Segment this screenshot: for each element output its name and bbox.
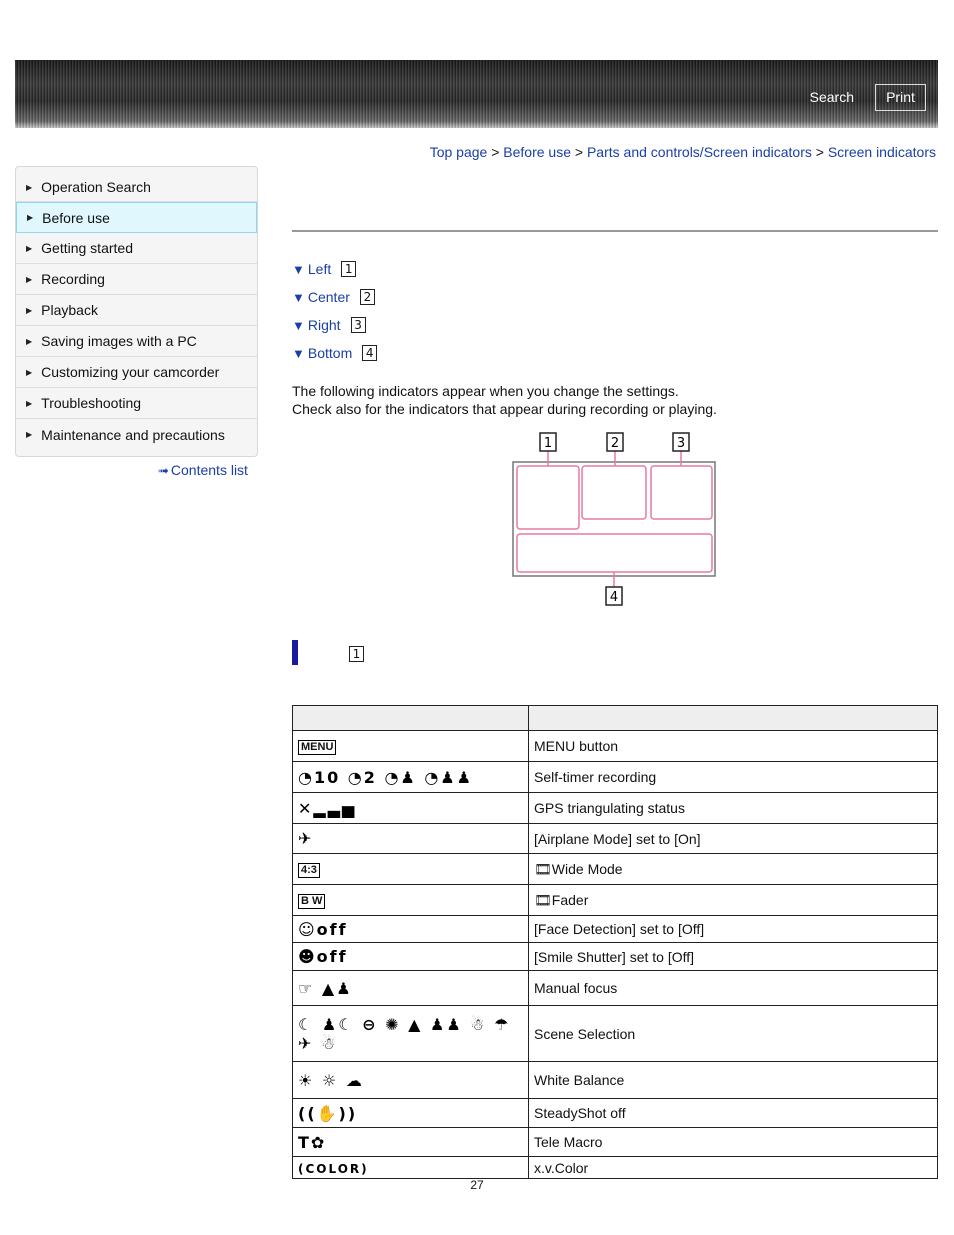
table-row: [293, 916, 938, 943]
section-heading-bar: [292, 640, 298, 665]
indicator-icon-cell: [293, 885, 529, 916]
triangle-down-icon: ▼: [292, 261, 305, 277]
indicator-meaning: [Smile Shutter] set to [Off]: [529, 943, 938, 971]
sidebar-item-label: Recording: [41, 271, 105, 287]
intro-text: [292, 382, 717, 418]
table-row: [293, 1157, 938, 1179]
manual-focus-icon: ☞ ▲♟: [298, 978, 353, 998]
number-box-1: 1: [341, 261, 356, 277]
table-row: [293, 854, 938, 885]
table-row: [293, 885, 938, 916]
indicator-icon-cell: [293, 1157, 529, 1179]
sidebar-item-before-use[interactable]: [16, 202, 257, 233]
sidebar-item-playback[interactable]: [16, 295, 257, 326]
breadcrumb-parts-controls[interactable]: Parts and controls/Screen indicators: [586, 144, 812, 160]
film-icon: 🎞: [534, 891, 552, 908]
table-row: [293, 943, 938, 971]
toc-link-bottom[interactable]: Bottom: [307, 345, 353, 361]
toc-link-center[interactable]: Center: [307, 289, 350, 305]
sidebar-item-label: Troubleshooting: [41, 395, 142, 411]
breadcrumb-separator: >: [815, 144, 824, 160]
indicator-meaning: x.v.Color: [529, 1157, 938, 1179]
sidebar-item-label: Getting started: [41, 240, 133, 256]
sidebar-item-operation-search[interactable]: [16, 167, 257, 202]
indicator-meaning: [Face Detection] set to [Off]: [529, 916, 938, 943]
diagram-label-2: 2: [610, 436, 620, 451]
diagram-label-1: 1: [543, 436, 553, 451]
triangle-right-icon: ▶: [26, 243, 33, 253]
indicator-meaning: Scene Selection: [529, 1006, 938, 1062]
sidebar-item-label: Before use: [42, 209, 110, 226]
triangle-right-icon: ▶: [26, 305, 33, 315]
triangle-right-icon: ▶: [26, 367, 33, 377]
contents-list-link[interactable]: [158, 462, 248, 479]
sidebar-item-label: Customizing your camcorder: [41, 364, 220, 380]
table-row: [293, 793, 938, 824]
table-row: [293, 1099, 938, 1128]
diagram-label-3: 3: [676, 436, 686, 451]
sidebar-item-label: Playback: [41, 302, 98, 318]
xv-color-icon: (COLOR): [298, 1161, 369, 1176]
indicator-icon-cell: [293, 762, 529, 793]
indicator-icon-cell: [293, 916, 529, 943]
triangle-down-icon: ▼: [292, 345, 305, 361]
toc-link-left[interactable]: Left: [307, 261, 332, 277]
breadcrumb-screen-indicators[interactable]: Screen indicators: [827, 144, 936, 160]
breadcrumb-before-use[interactable]: Before use: [503, 144, 571, 160]
indicator-icon-cell: [293, 943, 529, 971]
indicator-icon-cell: [293, 731, 529, 762]
table-header-row: [293, 706, 938, 731]
triangle-right-icon: ▶: [26, 398, 33, 408]
indicator-meaning-cell: [529, 885, 938, 916]
breadcrumb-separator: >: [574, 144, 584, 160]
intro-line: The following indicators appear when you change the settings.: [292, 383, 679, 399]
number-box-2: 2: [360, 289, 375, 305]
indicator-meaning: MENU button: [529, 731, 938, 762]
sidebar-item-troubleshooting[interactable]: [16, 388, 257, 419]
title-divider: [292, 230, 938, 232]
indicator-meaning: Fader: [551, 891, 589, 908]
sidebar-item-label: Maintenance and precautions: [41, 426, 225, 443]
sidebar-item-maintenance[interactable]: [16, 419, 257, 450]
sidebar-item-recording[interactable]: [16, 264, 257, 295]
toc-item-right: [292, 311, 377, 339]
page-number: 27: [470, 1178, 484, 1192]
triangle-right-icon: ▶: [26, 430, 33, 439]
table-row: [293, 1062, 938, 1099]
triangle-down-icon: ▼: [292, 317, 305, 333]
fader-icon: B W: [298, 894, 325, 909]
indicator-table: [292, 705, 938, 1179]
indicator-meaning: SteadyShot off: [529, 1099, 938, 1128]
triangle-right-icon: ▶: [26, 182, 33, 192]
search-link[interactable]: Search: [809, 89, 854, 105]
indicator-meaning: [Airplane Mode] set to [On]: [529, 824, 938, 854]
table-row: [293, 1006, 938, 1062]
toc-item-left: [292, 255, 377, 283]
sidebar-nav: [15, 166, 258, 457]
steadyshot-off-icon: ((✋)): [298, 1103, 358, 1123]
header-bar: [15, 60, 938, 128]
indicator-icon-cell: [293, 793, 529, 824]
table-header-cell: [529, 706, 938, 731]
indicator-meaning: Self-timer recording: [529, 762, 938, 793]
triangle-right-icon: ▶: [26, 274, 33, 284]
sidebar-item-label: Saving images with a PC: [41, 333, 197, 349]
scene-selection-icon: ☾ ♟☾ ⊖ ✺ ▲ ♟♟ ☃ ☂ ✈ ☃: [298, 1014, 511, 1053]
section-links: [292, 255, 377, 367]
indicator-meaning: White Balance: [529, 1062, 938, 1099]
table-row: [293, 1128, 938, 1157]
white-balance-icon: ☀ ☼ ☁: [298, 1070, 364, 1090]
wide-mode-icon: 4:3: [298, 863, 320, 878]
triangle-down-icon: ▼: [292, 289, 305, 305]
toc-item-bottom: [292, 339, 377, 367]
table-row: [293, 971, 938, 1006]
toc-item-center: [292, 283, 377, 311]
table-row: [293, 731, 938, 762]
print-button[interactable]: Print: [875, 84, 926, 111]
table-header-cell: [293, 706, 529, 731]
table-row: [293, 824, 938, 854]
indicator-icon-cell: [293, 1062, 529, 1099]
breadcrumb-top-page[interactable]: Top page: [429, 144, 488, 160]
indicator-meaning: Wide Mode: [551, 860, 623, 877]
arrow-right-icon: ➟: [158, 463, 169, 478]
face-detection-off-icon: ☺off: [298, 919, 348, 939]
film-icon: 🎞: [534, 860, 552, 877]
menu-icon: MENU: [298, 740, 336, 755]
indicator-icon-cell: [293, 971, 529, 1006]
diagram-label-4: 4: [609, 590, 619, 605]
triangle-right-icon: ▶: [27, 213, 34, 222]
sidebar-item-customizing[interactable]: [16, 357, 257, 388]
toc-link-right[interactable]: Right: [307, 317, 341, 333]
table-row: [293, 762, 938, 793]
indicator-meaning: Tele Macro: [529, 1128, 938, 1157]
smile-shutter-off-icon: ☻off: [298, 947, 348, 966]
indicator-meaning: Manual focus: [529, 971, 938, 1006]
indicator-icon-cell: [293, 1099, 529, 1128]
indicator-meaning-cell: [529, 854, 938, 885]
airplane-icon: ✈: [298, 829, 314, 848]
number-box-4: 4: [362, 345, 377, 361]
section-number-box: 1: [349, 646, 364, 662]
intro-line: Check also for the indicators that appear during recording or playing.: [292, 401, 717, 417]
tele-macro-icon: T✿: [298, 1132, 327, 1152]
screen-layout-diagram: [505, 430, 725, 610]
indicator-icon-cell: [293, 1006, 529, 1062]
indicator-icon-cell: [293, 854, 529, 885]
sidebar-item-getting-started[interactable]: [16, 233, 257, 264]
indicator-meaning: GPS triangulating status: [529, 793, 938, 824]
triangle-right-icon: ▶: [26, 336, 33, 346]
breadcrumb-separator: >: [491, 144, 500, 160]
self-timer-icon: ◔10 ◔2 ◔♟ ◔♟♟: [298, 767, 473, 787]
indicator-icon-cell: [293, 824, 529, 854]
sidebar-item-label: Operation Search: [41, 179, 151, 195]
indicator-icon-cell: [293, 1128, 529, 1157]
gps-icon: ✕▂▃▅: [298, 798, 357, 818]
contents-list-label: Contents list: [170, 462, 248, 478]
breadcrumb: [430, 144, 936, 160]
sidebar-item-saving-images[interactable]: [16, 326, 257, 357]
number-box-3: 3: [351, 317, 366, 333]
